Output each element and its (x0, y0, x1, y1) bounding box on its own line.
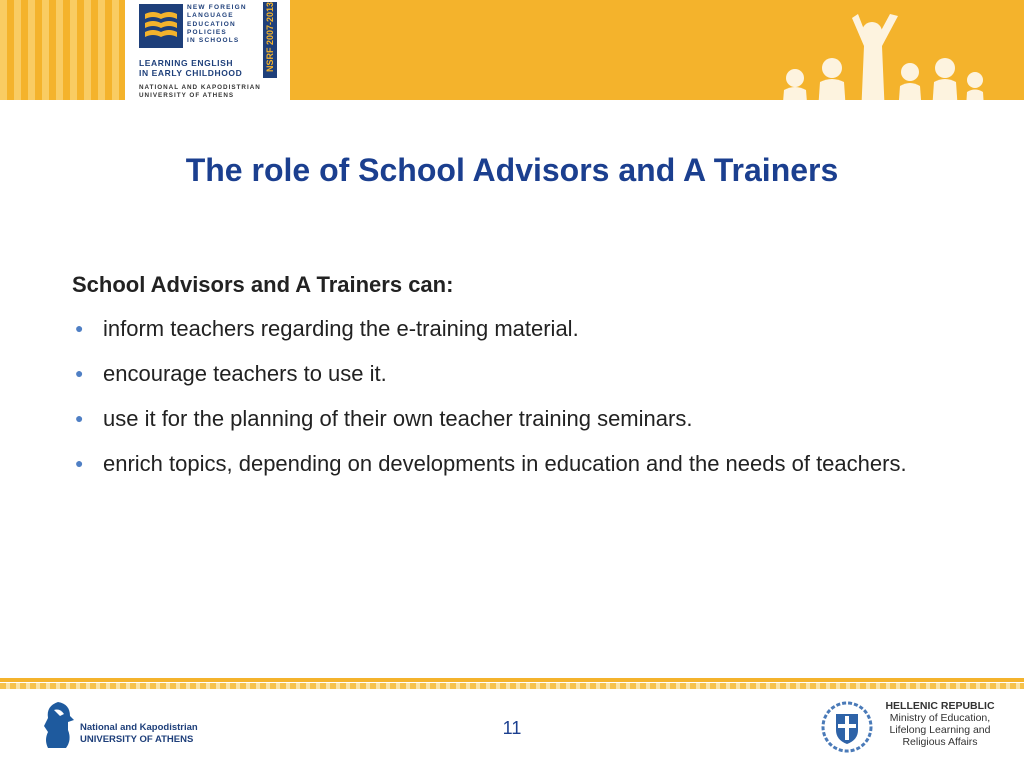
bullet-dot-icon: ● (75, 455, 84, 471)
logo-policy-text: NEW FOREIGN LANGUAGE EDUCATION POLICIES IN SCHOOLS (187, 4, 247, 45)
lead-text: School Advisors and A Trainers can: (72, 272, 454, 297)
book-emblem-icon (139, 4, 183, 48)
list-item-text: use it for the planning of their own teacher training seminars. (103, 406, 693, 431)
project-logo (125, 0, 290, 100)
ministry-footer-text: HELLENIC REPUBLIC Ministry of Education, Lifelong Learning and Religious Affairs (885, 700, 995, 748)
header-band (0, 0, 1024, 100)
logo-university-name: NATIONAL AND KAPODISTRIAN UNIVERSITY OF ATHENS (139, 84, 261, 99)
list-item (72, 402, 972, 435)
slide-content (72, 272, 972, 492)
bullet-dot-icon: ● (75, 320, 84, 336)
children-silhouettes-icon (760, 10, 990, 100)
logo-project-name: LEARNING ENGLISH IN EARLY CHILDHOOD (139, 58, 243, 78)
nsrf-badge: NSRF 2007-2013 (263, 2, 277, 78)
list-item-text: encourage teachers to use it. (103, 361, 387, 386)
page-number: 11 (502, 718, 522, 738)
list-item (72, 447, 972, 480)
bullet-dot-icon: ● (75, 410, 84, 426)
list-item-text: inform teachers regarding the e-training material. (103, 316, 579, 341)
header-stripes (0, 0, 130, 100)
university-footer-name: National and Kapodistrian UNIVERSITY OF ATHENS (80, 722, 198, 745)
slide-title: The role of School Advisors and A Trainers (185, 152, 839, 188)
greek-coat-of-arms-icon (820, 700, 874, 759)
list-item (72, 357, 972, 390)
list-item (72, 312, 972, 345)
bullet-list (72, 312, 972, 480)
footer-stripes (0, 683, 1024, 689)
list-item-text: enrich topics, depending on developments in education and the needs of teachers. (103, 451, 907, 476)
footer-rule (0, 678, 1024, 682)
bullet-dot-icon: ● (75, 365, 84, 381)
